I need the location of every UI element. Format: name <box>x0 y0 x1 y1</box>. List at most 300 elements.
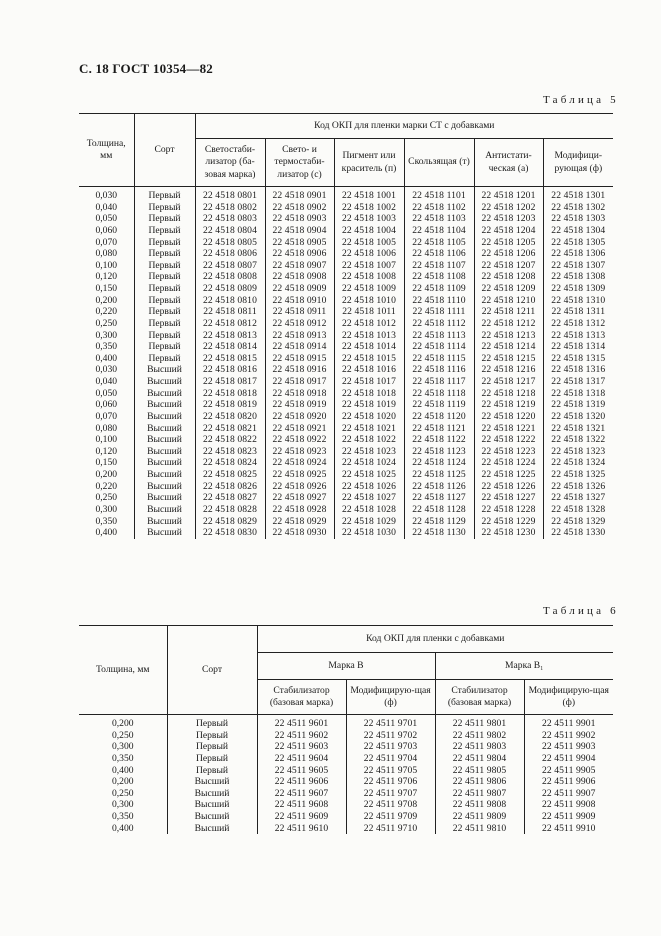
okp-code-cell: 22 4518 1029 <box>334 516 404 528</box>
table5 <box>79 113 613 539</box>
grade-cell: Первый <box>134 306 195 318</box>
okp-code-cell: 22 4518 1008 <box>334 271 404 283</box>
grade-cell: Первый <box>134 330 195 342</box>
okp-code-cell: 22 4518 0924 <box>265 457 334 469</box>
okp-code-cell: 22 4518 1117 <box>404 376 474 388</box>
okp-code-cell: 22 4518 1222 <box>474 434 543 446</box>
table6-row <box>79 730 613 742</box>
okp-code-cell: 22 4518 1017 <box>334 376 404 388</box>
okp-code-cell: 22 4518 1111 <box>404 306 474 318</box>
table5-row <box>79 446 613 458</box>
okp-code-cell: 22 4518 0906 <box>265 248 334 260</box>
okp-code-cell: 22 4518 1327 <box>543 492 613 504</box>
okp-code-cell: 22 4518 1205 <box>474 237 543 249</box>
okp-code-cell: 22 4518 1302 <box>543 202 613 214</box>
okp-code-cell: 22 4511 9701 <box>346 715 435 730</box>
okp-code-cell: 22 4511 9906 <box>524 776 613 788</box>
table6-header-grade: Сорт <box>167 626 257 715</box>
okp-code-cell: 22 4518 0922 <box>265 434 334 446</box>
grade-cell: Высший <box>167 788 257 800</box>
okp-code-cell: 22 4518 1015 <box>334 353 404 365</box>
okp-code-cell: 22 4518 0909 <box>265 283 334 295</box>
okp-code-cell: 22 4518 1225 <box>474 469 543 481</box>
grade-cell: Высший <box>134 364 195 376</box>
okp-code-cell: 22 4518 1005 <box>334 237 404 249</box>
okp-code-cell: 22 4511 9609 <box>257 811 346 823</box>
okp-code-cell: 22 4511 9602 <box>257 730 346 742</box>
okp-code-cell: 22 4518 1105 <box>404 237 474 249</box>
table6 <box>79 625 613 834</box>
okp-code-cell: 22 4518 1319 <box>543 399 613 411</box>
table6-brand-header: Марка В₁ <box>435 653 613 680</box>
okp-code-cell: 22 4518 1130 <box>404 527 474 539</box>
thickness-cell: 0,350 <box>111 752 134 764</box>
okp-code-cell: 22 4511 9802 <box>435 730 524 742</box>
thickness-cell: 0,300 <box>95 503 118 515</box>
thickness-cell: 0,400 <box>95 352 118 364</box>
table5-subheader: Антистати-ческая (а) <box>474 139 543 187</box>
okp-code-cell: 22 4518 1113 <box>404 330 474 342</box>
okp-code-cell: 22 4518 1312 <box>543 318 613 330</box>
table6-group-header: Код ОКП для пленки с добавками <box>257 626 613 653</box>
table6-row <box>79 776 613 788</box>
table5-subheader: Свето- и термостаби-лизатор (с) <box>265 139 334 187</box>
table5-row <box>79 504 613 516</box>
okp-code-cell: 22 4518 0803 <box>195 213 265 225</box>
grade-cell: Высший <box>134 516 195 528</box>
okp-code-cell: 22 4518 0930 <box>265 527 334 539</box>
thickness-cell: 0,400 <box>111 822 134 834</box>
okp-code-cell: 22 4518 0812 <box>195 318 265 330</box>
okp-code-cell: 22 4518 0829 <box>195 516 265 528</box>
table5-row <box>79 516 613 528</box>
okp-code-cell: 22 4518 1204 <box>474 225 543 237</box>
okp-code-cell: 22 4518 1001 <box>334 187 404 202</box>
okp-code-cell: 22 4518 0917 <box>265 376 334 388</box>
table5-row <box>79 202 613 214</box>
okp-code-cell: 22 4518 0928 <box>265 504 334 516</box>
okp-code-cell: 22 4518 1326 <box>543 481 613 493</box>
table5-row <box>79 481 613 493</box>
table6-subheader: Модифицирую-щая (ф) <box>524 680 613 715</box>
okp-code-cell: 22 4511 9904 <box>524 753 613 765</box>
grade-cell: Высший <box>134 504 195 516</box>
okp-code-cell: 22 4518 0808 <box>195 271 265 283</box>
table5-row <box>79 306 613 318</box>
okp-code-cell: 22 4518 1112 <box>404 318 474 330</box>
okp-code-cell: 22 4518 1107 <box>404 260 474 272</box>
okp-code-cell: 22 4518 0811 <box>195 306 265 318</box>
okp-code-cell: 22 4518 0801 <box>195 187 265 202</box>
okp-code-cell: 22 4518 1211 <box>474 306 543 318</box>
okp-code-cell: 22 4518 1224 <box>474 457 543 469</box>
thickness-cell: 0,070 <box>95 236 118 248</box>
okp-code-cell: 22 4518 1214 <box>474 341 543 353</box>
okp-code-cell: 22 4518 1122 <box>404 434 474 446</box>
thickness-cell: 0,300 <box>111 741 134 753</box>
okp-code-cell: 22 4518 0912 <box>265 318 334 330</box>
grade-cell: Высший <box>134 457 195 469</box>
grade-cell: Высший <box>134 446 195 458</box>
okp-code-cell: 22 4518 1030 <box>334 527 404 539</box>
grade-cell: Высший <box>134 388 195 400</box>
okp-code-cell: 22 4518 0921 <box>265 423 334 435</box>
okp-code-cell: 22 4518 0927 <box>265 492 334 504</box>
okp-code-cell: 22 4518 1227 <box>474 492 543 504</box>
grade-cell: Высший <box>134 434 195 446</box>
okp-code-cell: 22 4518 1220 <box>474 411 543 423</box>
okp-code-cell: 22 4518 0920 <box>265 411 334 423</box>
okp-code-cell: 22 4518 1314 <box>543 341 613 353</box>
okp-code-cell: 22 4518 0915 <box>265 353 334 365</box>
okp-code-cell: 22 4518 0828 <box>195 504 265 516</box>
grade-cell: Высший <box>134 376 195 388</box>
okp-code-cell: 22 4518 1002 <box>334 202 404 214</box>
thickness-cell: 0,050 <box>95 213 118 225</box>
okp-code-cell: 22 4518 0817 <box>195 376 265 388</box>
okp-code-cell: 22 4518 0905 <box>265 237 334 249</box>
okp-code-cell: 22 4511 9806 <box>435 776 524 788</box>
okp-code-cell: 22 4518 1228 <box>474 504 543 516</box>
thickness-cell: 0,250 <box>111 787 134 799</box>
okp-code-cell: 22 4518 1027 <box>334 492 404 504</box>
okp-code-cell: 22 4518 1320 <box>543 411 613 423</box>
thickness-cell: 0,250 <box>95 492 118 504</box>
okp-code-cell: 22 4511 9810 <box>435 823 524 835</box>
okp-code-cell: 22 4518 1018 <box>334 388 404 400</box>
thickness-cell: 0,040 <box>95 201 118 213</box>
okp-code-cell: 22 4518 1216 <box>474 364 543 376</box>
okp-code-cell: 22 4511 9610 <box>257 823 346 835</box>
table5-row <box>79 237 613 249</box>
okp-code-cell: 22 4518 1026 <box>334 481 404 493</box>
okp-code-cell: 22 4518 1230 <box>474 527 543 539</box>
table5-row <box>79 271 613 283</box>
table5-row <box>79 353 613 365</box>
okp-code-cell: 22 4511 9805 <box>435 765 524 777</box>
okp-code-cell: 22 4518 1114 <box>404 341 474 353</box>
thickness-cell: 0,050 <box>95 387 118 399</box>
okp-code-cell: 22 4518 0908 <box>265 271 334 283</box>
thickness-cell: 0,250 <box>95 317 118 329</box>
thickness-cell: 0,200 <box>111 718 134 729</box>
okp-code-cell: 22 4518 1208 <box>474 271 543 283</box>
table6-row <box>79 823 613 835</box>
table6-subheader: Модифицирую-щая (ф) <box>346 680 435 715</box>
okp-code-cell: 22 4518 1303 <box>543 213 613 225</box>
okp-code-cell: 22 4518 1217 <box>474 376 543 388</box>
okp-code-cell: 22 4518 1124 <box>404 457 474 469</box>
okp-code-cell: 22 4518 0814 <box>195 341 265 353</box>
okp-code-cell: 22 4518 1301 <box>543 187 613 202</box>
okp-code-cell: 22 4518 0901 <box>265 187 334 202</box>
table5-row <box>79 469 613 481</box>
thickness-cell: 0,030 <box>95 364 118 376</box>
thickness-cell: 0,300 <box>95 329 118 341</box>
okp-code-cell: 22 4518 0821 <box>195 423 265 435</box>
okp-code-cell: 22 4511 9903 <box>524 741 613 753</box>
okp-code-cell: 22 4518 1203 <box>474 213 543 225</box>
grade-cell: Первый <box>134 283 195 295</box>
okp-code-cell: 22 4518 0907 <box>265 260 334 272</box>
thickness-cell: 0,400 <box>111 764 134 776</box>
okp-code-cell: 22 4518 1213 <box>474 330 543 342</box>
okp-code-cell: 22 4511 9907 <box>524 788 613 800</box>
okp-code-cell: 22 4518 1218 <box>474 388 543 400</box>
okp-code-cell: 22 4518 0805 <box>195 237 265 249</box>
okp-code-cell: 22 4518 0822 <box>195 434 265 446</box>
okp-code-cell: 22 4511 9807 <box>435 788 524 800</box>
okp-code-cell: 22 4511 9604 <box>257 753 346 765</box>
okp-code-cell: 22 4518 1020 <box>334 411 404 423</box>
table6-row <box>79 715 613 730</box>
grade-cell: Первый <box>167 753 257 765</box>
okp-code-cell: 22 4518 1321 <box>543 423 613 435</box>
okp-code-cell: 22 4518 0910 <box>265 295 334 307</box>
okp-code-cell: 22 4518 1306 <box>543 248 613 260</box>
okp-code-cell: 22 4518 1315 <box>543 353 613 365</box>
okp-code-cell: 22 4511 9908 <box>524 799 613 811</box>
table5-subheader: Пигмент или краситель (п) <box>334 139 404 187</box>
okp-code-cell: 22 4518 0929 <box>265 516 334 528</box>
okp-code-cell: 22 4511 9808 <box>435 799 524 811</box>
okp-code-cell: 22 4518 1104 <box>404 225 474 237</box>
okp-code-cell: 22 4518 1110 <box>404 295 474 307</box>
okp-code-cell: 22 4518 1102 <box>404 202 474 214</box>
okp-code-cell: 22 4518 1010 <box>334 295 404 307</box>
okp-code-cell: 22 4511 9803 <box>435 741 524 753</box>
thickness-cell: 0,120 <box>95 271 118 283</box>
okp-code-cell: 22 4518 1007 <box>334 260 404 272</box>
table6-row <box>79 753 613 765</box>
okp-code-cell: 22 4518 1120 <box>404 411 474 423</box>
okp-code-cell: 22 4518 1016 <box>334 364 404 376</box>
okp-code-cell: 22 4518 0826 <box>195 481 265 493</box>
thickness-cell: 0,350 <box>95 341 118 353</box>
okp-code-cell: 22 4518 1212 <box>474 318 543 330</box>
okp-code-cell: 22 4518 1313 <box>543 330 613 342</box>
okp-code-cell: 22 4511 9708 <box>346 799 435 811</box>
grade-cell: Первый <box>167 741 257 753</box>
okp-code-cell: 22 4518 1012 <box>334 318 404 330</box>
okp-code-cell: 22 4518 1304 <box>543 225 613 237</box>
table5-row <box>79 330 613 342</box>
grade-cell: Высший <box>167 776 257 788</box>
okp-code-cell: 22 4518 1201 <box>474 187 543 202</box>
grade-cell: Первый <box>167 730 257 742</box>
grade-cell: Первый <box>134 318 195 330</box>
okp-code-cell: 22 4518 1207 <box>474 260 543 272</box>
okp-code-cell: 22 4518 1330 <box>543 527 613 539</box>
okp-code-cell: 22 4518 0813 <box>195 330 265 342</box>
okp-code-cell: 22 4518 1309 <box>543 283 613 295</box>
grade-cell: Первый <box>134 248 195 260</box>
okp-code-cell: 22 4518 1109 <box>404 283 474 295</box>
okp-code-cell: 22 4518 1210 <box>474 295 543 307</box>
thickness-cell: 0,060 <box>95 224 118 236</box>
okp-code-cell: 22 4518 0830 <box>195 527 265 539</box>
okp-code-cell: 22 4518 1013 <box>334 330 404 342</box>
okp-code-cell: 22 4518 0913 <box>265 330 334 342</box>
okp-code-cell: 22 4518 1322 <box>543 434 613 446</box>
okp-code-cell: 22 4518 0818 <box>195 388 265 400</box>
okp-code-cell: 22 4511 9801 <box>435 715 524 730</box>
table5-row <box>79 527 613 539</box>
table5-caption: Таблица 5 <box>543 94 619 106</box>
table5-row <box>79 364 613 376</box>
okp-code-cell: 22 4511 9910 <box>524 823 613 835</box>
okp-code-cell: 22 4518 1323 <box>543 446 613 458</box>
grade-cell: Первый <box>134 213 195 225</box>
table6-subheader: Стабилизатор (базовая марка) <box>257 680 346 715</box>
okp-code-cell: 22 4518 1103 <box>404 213 474 225</box>
thickness-cell: 0,400 <box>95 527 118 539</box>
okp-code-cell: 22 4518 1025 <box>334 469 404 481</box>
table5-row <box>79 434 613 446</box>
table6-row <box>79 799 613 811</box>
table5-row <box>79 341 613 353</box>
grade-cell: Высший <box>167 799 257 811</box>
table5-body <box>79 187 613 539</box>
okp-code-cell: 22 4511 9902 <box>524 730 613 742</box>
thickness-cell: 0,250 <box>111 729 134 741</box>
table5-row <box>79 295 613 307</box>
grade-cell: Первый <box>167 715 257 730</box>
grade-cell: Высший <box>134 527 195 539</box>
grade-cell: Первый <box>134 237 195 249</box>
okp-code-cell: 22 4518 1226 <box>474 481 543 493</box>
thickness-cell: 0,350 <box>95 515 118 527</box>
okp-code-cell: 22 4518 1118 <box>404 388 474 400</box>
okp-code-cell: 22 4518 0914 <box>265 341 334 353</box>
okp-code-cell: 22 4518 0916 <box>265 364 334 376</box>
okp-code-cell: 22 4518 1028 <box>334 504 404 516</box>
okp-code-cell: 22 4518 0923 <box>265 446 334 458</box>
okp-code-cell: 22 4518 1115 <box>404 353 474 365</box>
table6-row <box>79 765 613 777</box>
okp-code-cell: 22 4518 0807 <box>195 260 265 272</box>
thickness-cell: 0,200 <box>111 776 134 788</box>
table5-row <box>79 457 613 469</box>
okp-code-cell: 22 4518 1003 <box>334 213 404 225</box>
page-header: С. 18 ГОСТ 10354—82 <box>79 61 213 76</box>
okp-code-cell: 22 4518 1126 <box>404 481 474 493</box>
okp-code-cell: 22 4518 0919 <box>265 399 334 411</box>
okp-code-cell: 22 4518 1223 <box>474 446 543 458</box>
okp-code-cell: 22 4518 1129 <box>404 516 474 528</box>
okp-code-cell: 22 4518 0806 <box>195 248 265 260</box>
grade-cell: Высший <box>134 481 195 493</box>
thickness-cell: 0,080 <box>95 422 118 434</box>
okp-code-cell: 22 4518 1121 <box>404 423 474 435</box>
okp-code-cell: 22 4511 9702 <box>346 730 435 742</box>
table5-row <box>79 187 613 202</box>
okp-code-cell: 22 4518 1307 <box>543 260 613 272</box>
okp-code-cell: 22 4518 0827 <box>195 492 265 504</box>
grade-cell: Высший <box>134 399 195 411</box>
okp-code-cell: 22 4518 0918 <box>265 388 334 400</box>
okp-code-cell: 22 4518 0902 <box>265 202 334 214</box>
okp-code-cell: 22 4518 1116 <box>404 364 474 376</box>
table6-caption: Таблица 6 <box>543 605 619 617</box>
thickness-cell: 0,100 <box>95 259 118 271</box>
okp-code-cell: 22 4518 0816 <box>195 364 265 376</box>
thickness-cell: 0,060 <box>95 399 118 411</box>
table6-brand-header: Марка В <box>257 653 435 680</box>
okp-code-cell: 22 4518 1006 <box>334 248 404 260</box>
table5-row <box>79 492 613 504</box>
okp-code-cell: 22 4518 0804 <box>195 225 265 237</box>
okp-code-cell: 22 4518 1318 <box>543 388 613 400</box>
table5-row <box>79 283 613 295</box>
okp-code-cell: 22 4518 0809 <box>195 283 265 295</box>
thickness-cell: 0,120 <box>95 445 118 457</box>
okp-code-cell: 22 4518 0819 <box>195 399 265 411</box>
table6-row <box>79 811 613 823</box>
table5-subheader: Светостаби-лизатор (ба-зовая марка) <box>195 139 265 187</box>
okp-code-cell: 22 4518 1311 <box>543 306 613 318</box>
okp-code-cell: 22 4518 1325 <box>543 469 613 481</box>
thickness-cell: 0,350 <box>111 811 134 822</box>
okp-code-cell: 22 4518 0925 <box>265 469 334 481</box>
thickness-cell: 0,300 <box>111 799 134 811</box>
okp-code-cell: 22 4518 1209 <box>474 283 543 295</box>
okp-code-cell: 22 4518 1305 <box>543 237 613 249</box>
okp-code-cell: 22 4518 1101 <box>404 187 474 202</box>
okp-code-cell: 22 4518 0820 <box>195 411 265 423</box>
okp-code-cell: 22 4518 0823 <box>195 446 265 458</box>
okp-code-cell: 22 4518 1128 <box>404 504 474 516</box>
okp-code-cell: 22 4518 0911 <box>265 306 334 318</box>
grade-cell: Высший <box>134 469 195 481</box>
okp-code-cell: 22 4511 9603 <box>257 741 346 753</box>
okp-code-cell: 22 4518 1308 <box>543 271 613 283</box>
okp-code-cell: 22 4511 9608 <box>257 799 346 811</box>
table5-row <box>79 376 613 388</box>
okp-code-cell: 22 4511 9706 <box>346 776 435 788</box>
okp-code-cell: 22 4518 0810 <box>195 295 265 307</box>
okp-code-cell: 22 4518 1219 <box>474 399 543 411</box>
okp-code-cell: 22 4511 9809 <box>435 811 524 823</box>
okp-code-cell: 22 4518 1119 <box>404 399 474 411</box>
table5-row <box>79 213 613 225</box>
table5-row <box>79 260 613 272</box>
okp-code-cell: 22 4518 1127 <box>404 492 474 504</box>
okp-code-cell: 22 4518 1310 <box>543 295 613 307</box>
thickness-cell: 0,200 <box>95 469 118 480</box>
grade-cell: Высший <box>134 423 195 435</box>
okp-code-cell: 22 4518 0903 <box>265 213 334 225</box>
okp-code-cell: 22 4518 1108 <box>404 271 474 283</box>
okp-code-cell: 22 4518 1328 <box>543 504 613 516</box>
grade-cell: Первый <box>134 271 195 283</box>
table5-header-thickness: Толщина, мм <box>79 114 134 187</box>
okp-code-cell: 22 4511 9905 <box>524 765 613 777</box>
thickness-cell: 0,200 <box>95 294 118 306</box>
okp-code-cell: 22 4511 9605 <box>257 765 346 777</box>
table5-row <box>79 225 613 237</box>
thickness-cell: 0,220 <box>95 480 118 492</box>
okp-code-cell: 22 4518 1019 <box>334 399 404 411</box>
grade-cell: Первый <box>134 341 195 353</box>
grade-cell: Высший <box>134 411 195 423</box>
table5-subheader: Скользящая (т) <box>404 139 474 187</box>
table5-row <box>79 248 613 260</box>
grade-cell: Высший <box>167 811 257 823</box>
grade-cell: Первый <box>134 187 195 202</box>
okp-code-cell: 22 4518 1125 <box>404 469 474 481</box>
okp-code-cell: 22 4518 0825 <box>195 469 265 481</box>
